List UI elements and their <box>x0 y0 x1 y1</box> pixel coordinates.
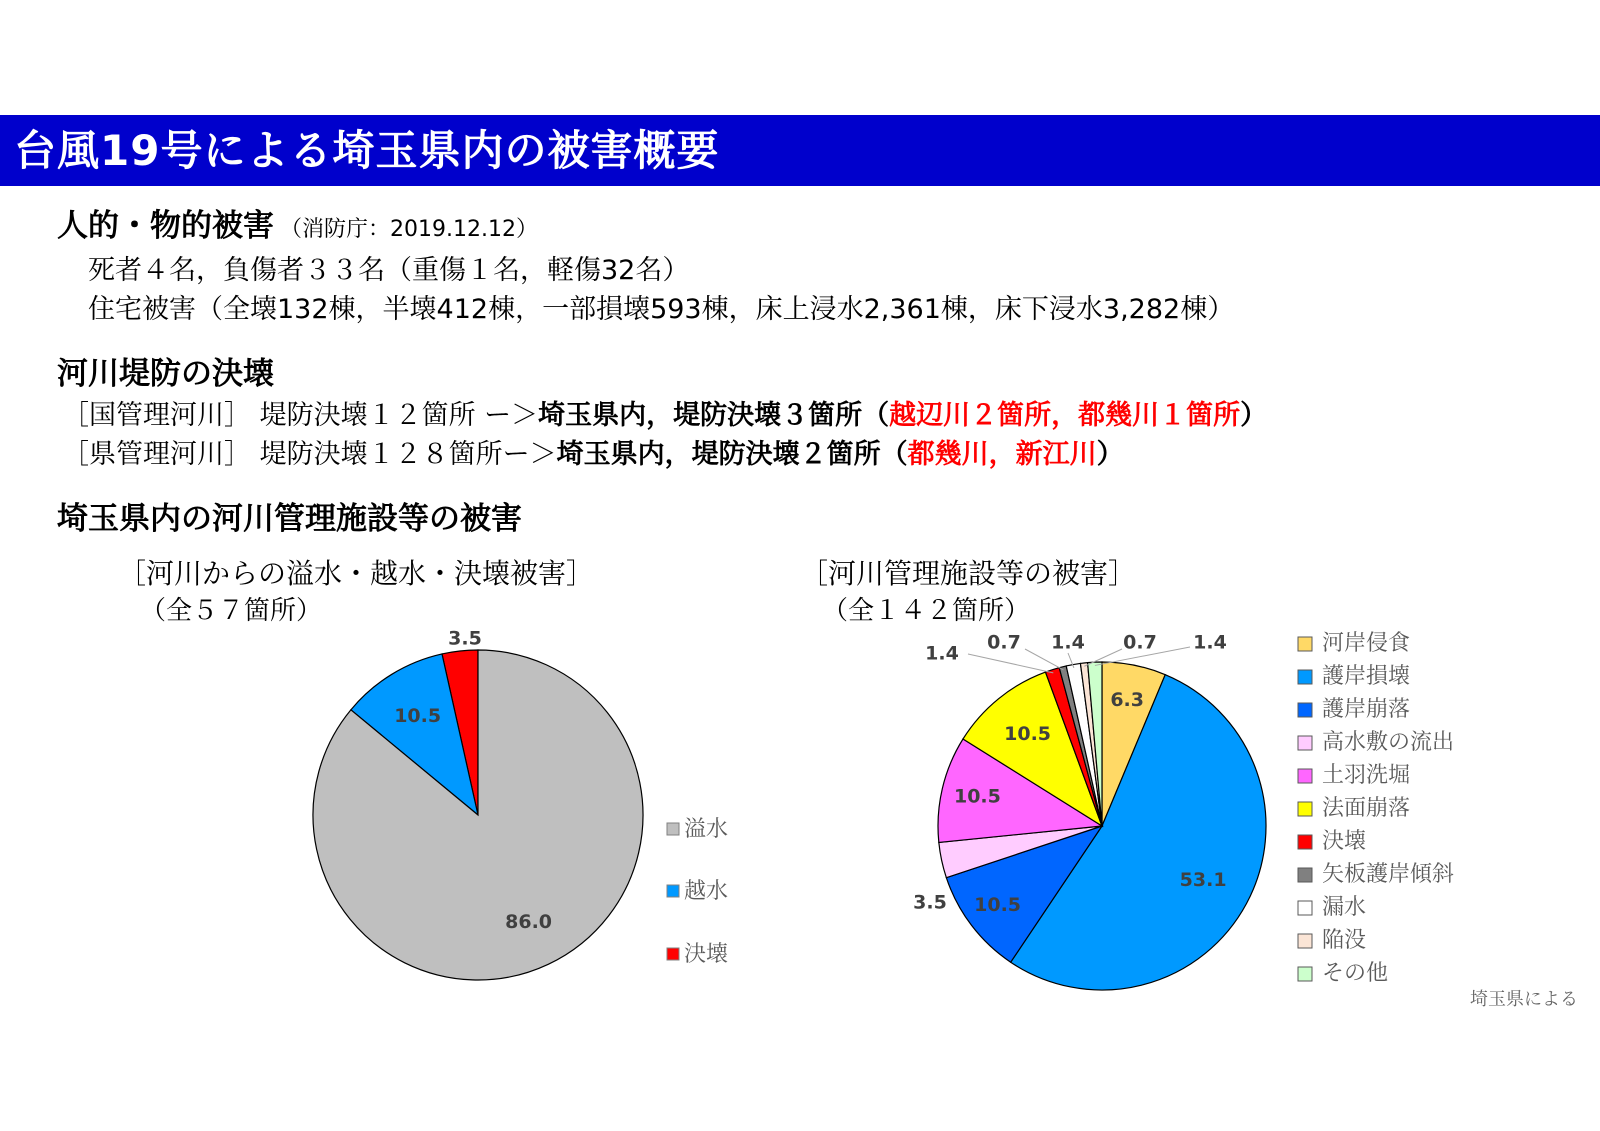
legend-label: 護岸損壊 <box>1322 664 1411 689</box>
leader-line <box>968 654 1053 673</box>
data-label: 86.0 <box>505 910 553 933</box>
legend-label: 漏水 <box>1322 895 1367 920</box>
legend-label: 溢水 <box>684 817 729 842</box>
legend-label: 陥没 <box>1322 928 1367 953</box>
legend-label: 決壊 <box>1322 829 1367 854</box>
page-title: 台風19号による埼玉県内の被害概要 <box>0 115 1600 186</box>
levee-row-national <box>62 393 1267 432</box>
legend-marker <box>1298 967 1312 981</box>
levee-row-national-label: ［国管理河川］ 堤防決壊１２箇所 ー＞ <box>62 400 539 431</box>
data-label: 6.3 <box>1110 689 1144 712</box>
chart2-title: ［河川管理施設等の被害］ <box>800 557 1137 590</box>
legend-label: 河岸侵食 <box>1322 631 1411 656</box>
data-label: 10.5 <box>974 893 1022 916</box>
casualties-heading-text: 人的・物的被害 <box>57 208 274 244</box>
legend-label: 越水 <box>684 879 729 904</box>
data-label: 53.1 <box>1179 868 1227 891</box>
chart2-subtitle: （全１４２箇所） <box>822 596 1031 626</box>
legend-label: 決壊 <box>684 942 729 967</box>
data-label: 0.7 <box>987 631 1021 654</box>
chart1-title: ［河川からの溢水・越水・決壊被害］ <box>118 557 595 590</box>
data-label: 0.7 <box>1123 631 1157 654</box>
housing-damage-line: 住宅被害（全壊132棟，半壊412棟，一部損壊593棟，床上浸水2,361棟，床下浸水3,282棟） <box>88 294 1235 325</box>
data-label: 3.5 <box>448 627 482 650</box>
casualties-source: （消防庁：2019.12.12） <box>280 217 538 242</box>
legend-label: 矢板護岸傾斜 <box>1322 862 1455 887</box>
legend-label: 土羽洗堀 <box>1322 763 1411 788</box>
legend-marker <box>1298 736 1312 750</box>
section-heading-facilities: 埼玉県内の河川管理施設等の被害 <box>57 501 522 537</box>
casualties-line: 死者４名，負傷者３３名（重傷１名，軽傷32名） <box>88 255 690 286</box>
legend-marker <box>1298 802 1312 816</box>
section-heading-levee: 河川堤防の決壊 <box>57 356 274 392</box>
data-label: 10.5 <box>953 785 1001 808</box>
levee-row-national-red: 越辺川２箇所，都幾川１箇所 <box>889 400 1241 431</box>
levee-row-national-close: ） <box>1240 400 1268 431</box>
levee-row-prefectural <box>62 432 1124 471</box>
legend-label: 高水敷の流出 <box>1322 730 1455 755</box>
legend-marker <box>667 948 679 960</box>
data-label: 1.4 <box>1051 631 1085 654</box>
legend-marker <box>1298 868 1312 882</box>
data-label: 3.5 <box>913 891 947 914</box>
legend-marker <box>667 885 679 897</box>
legend-marker <box>1298 769 1312 783</box>
legend-label: 護岸崩落 <box>1322 697 1411 722</box>
section-heading-casualties <box>57 200 538 245</box>
legend-marker <box>667 823 679 835</box>
chart2-svg <box>900 625 1480 1010</box>
legend-marker <box>1298 637 1312 651</box>
legend-marker <box>1298 934 1312 948</box>
legend-marker <box>1298 703 1312 717</box>
legend-label: 法面崩落 <box>1322 796 1411 821</box>
chart1-svg <box>300 625 760 1005</box>
source-note: 埼玉県による <box>1470 989 1578 1010</box>
legend-marker <box>1298 901 1312 915</box>
data-label: 10.5 <box>1004 722 1052 745</box>
data-label: 10.5 <box>394 705 442 728</box>
data-label: 1.4 <box>1193 631 1227 654</box>
levee-row-pref-close: ） <box>1096 439 1124 470</box>
levee-row-pref-label: ［県管理河川］ 堤防決壊１２８箇所ー＞ <box>62 439 557 470</box>
data-label: 1.4 <box>925 642 959 665</box>
levee-row-pref-bold: 埼玉県内，堤防決壊２箇所（ <box>556 439 908 470</box>
legend-marker <box>1298 670 1312 684</box>
levee-row-national-bold: 埼玉県内，堤防決壊３箇所（ <box>538 400 890 431</box>
chart1-subtitle: （全５７箇所） <box>140 596 323 626</box>
legend-marker <box>1298 835 1312 849</box>
levee-row-pref-red: 都幾川，新江川 <box>907 439 1097 470</box>
legend-label: その他 <box>1322 961 1389 986</box>
